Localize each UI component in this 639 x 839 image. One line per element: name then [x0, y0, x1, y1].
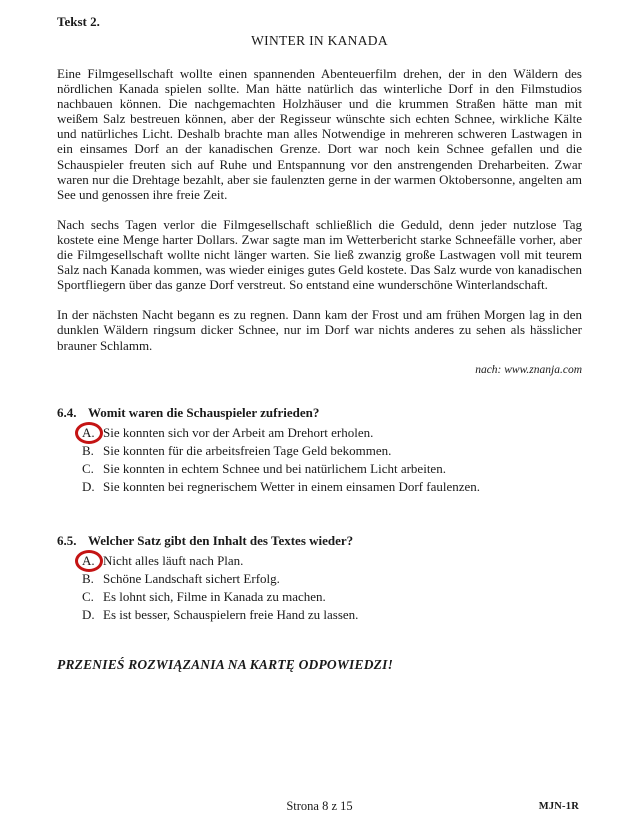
page-footer: [57, 799, 582, 815]
option-letter-circled: A.: [82, 552, 103, 570]
text-label: Tekst 2.: [57, 14, 100, 29]
option-row: [57, 552, 582, 570]
paragraph-1: Eine Filmgesellschaft wollte einen spannenden Abenteuerfilm drehen, der in den Wäldern des nördlichen Kanada spielen sollte. Man hätte natürlich das winterliche Dorf in den Filmstudios nachbauen können. Die nachgemachten Holzhäuser und die krummen Straßen hätte man mit weißem Salz bestreuen können, aber der Regisseur wünschte sich echten Schnee, wirkliche Kälte und natürliches Licht. Deshalb brachte man alles Notwendige in mehreren schweren Lastwagen in ein einsames Dorf an der kanadischen Grenze. Dort war noch kein Schnee gefallen und die Schauspieler freuten sich auf Ruhe und Entspannung vor den anstrengenden Dreharbeiten. Zwar waren nur die Drehtage bezahlt, aber sie faulenzten gerne in der warmen Oktobersonne, angelten am See und genossen ihre freie Zeit.: [57, 66, 582, 202]
question-6-5: [57, 532, 582, 624]
option-row: [57, 570, 582, 588]
option-text: Sie konnten bei regnerischem Wetter in einem einsamen Dorf faulenzen.: [103, 478, 481, 494]
option-letter: D.: [82, 478, 95, 494]
option-letter: C.: [82, 588, 94, 604]
option-row: [57, 460, 582, 478]
reading-text: [57, 66, 582, 376]
option-row: [57, 424, 582, 442]
question-6-4: [57, 404, 582, 496]
question-6-4-options: [57, 424, 582, 496]
option-text: Sie konnten sich vor der Arbeit am Drehort erholen.: [103, 424, 374, 440]
option-row: [57, 478, 582, 496]
option-letter-circled: A.: [82, 424, 103, 442]
option-text: Schöne Landschaft sichert Erfolg.: [103, 570, 280, 586]
option-letter: C.: [82, 460, 94, 476]
option-text: Sie konnten für die arbeitsfreien Tage Geld bekommen.: [103, 442, 392, 458]
option-text: Sie konnten in echtem Schnee und bei natürlichem Licht arbeiten.: [103, 460, 446, 476]
source-attribution: nach: www.znanja.com: [475, 363, 582, 376]
option-letter: B.: [82, 570, 94, 586]
question-6-5-options: [57, 552, 582, 624]
question-text: Womit waren die Schauspieler zufrieden?: [88, 404, 320, 420]
question-number: 6.5.: [57, 532, 77, 548]
option-row: [57, 442, 582, 460]
option-text: Nicht alles läuft nach Plan.: [103, 552, 244, 568]
question-text: Welcher Satz gibt den Inhalt des Textes wieder?: [88, 532, 354, 548]
option-text: Es ist besser, Schauspielern freie Hand zu lassen.: [103, 606, 359, 622]
document-title: WINTER IN KANADA: [251, 33, 388, 48]
questions-section: [57, 404, 582, 624]
exam-code: MJN-1R: [538, 801, 579, 812]
paragraph-3: In der nächsten Nacht begann es zu regnen. Dann kam der Frost und am frühen Morgen lag in den dunklen Wäldern ringsum dicker Schnee, nur im Dorf war nichts anderes zu sehen als hässlicher brauner Schlamm.: [57, 307, 582, 353]
option-row: [57, 588, 582, 606]
option-letter: D.: [82, 606, 95, 622]
page-number-info: Strona 8 z 15: [286, 799, 353, 813]
option-text: Es lohnt sich, Filme in Kanada zu machen.: [103, 588, 326, 604]
question-number: 6.4.: [57, 404, 77, 420]
question-6-5-header: [57, 532, 582, 549]
option-letter: B.: [82, 442, 94, 458]
option-row: [57, 606, 582, 624]
question-6-4-header: [57, 404, 582, 421]
transfer-answers-note: PRZENIEŚ ROZWIĄZANIA NA KARTĘ ODPOWIEDZI!: [57, 656, 394, 672]
paragraph-2: Nach sechs Tagen verlor die Filmgesellschaft schließlich die Geduld, denn jeder nutzlose Tag kostete eine Menge harter Dollars. Zwar sagte man im Wetterbericht starke Schneefälle vorher, aber die Filmgesellschaft wollte nicht länger warten. Sie ließ zwanzig große Lastwagen voll mit teurem Salz nach Kanada kommen, was wieder einiges gutes Geld kostete. Das Salz wurde von kanadischen Sportfliegern über das ganze Dorf verstreut. So entstand eine wunderschöne Winterlandschaft.: [57, 216, 582, 293]
